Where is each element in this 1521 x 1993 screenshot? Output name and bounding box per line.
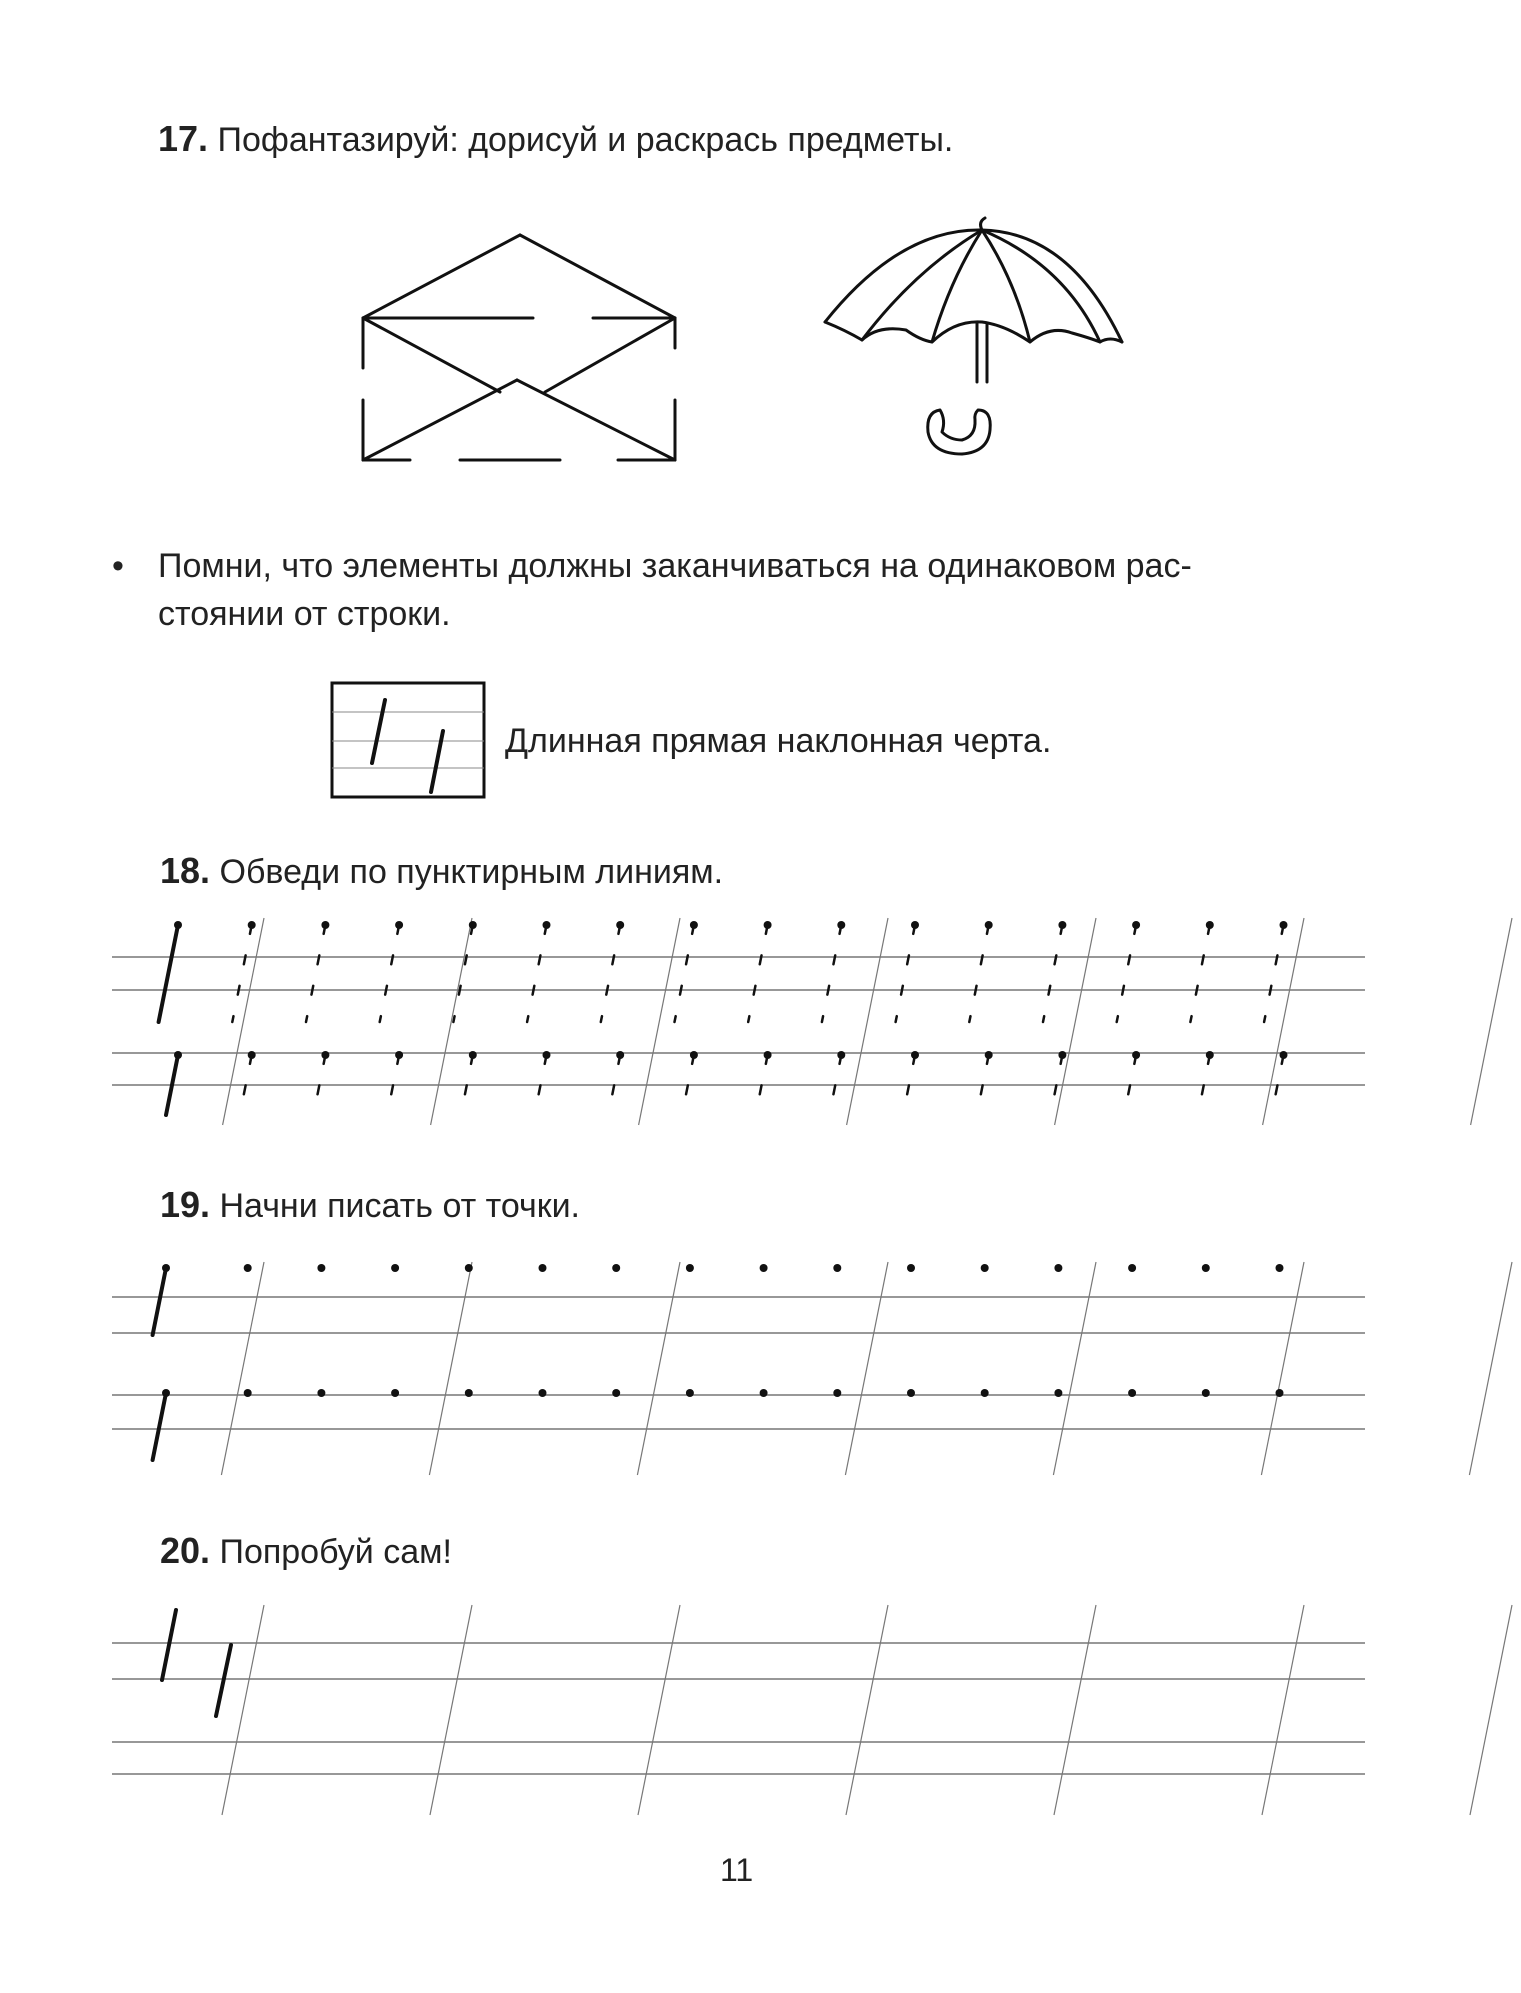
start-dot bbox=[833, 1264, 841, 1272]
dashed-stroke bbox=[1264, 925, 1283, 1022]
start-dot bbox=[391, 1389, 399, 1397]
task-17-text: Пофантазируй: дорисуй и раскрась предметы. bbox=[217, 121, 954, 159]
task-18-ruling bbox=[112, 957, 1365, 1085]
start-dot bbox=[317, 1389, 325, 1397]
slant-guide-line bbox=[1470, 1605, 1512, 1815]
example-box bbox=[332, 683, 484, 797]
dashed-stroke bbox=[896, 925, 915, 1022]
task-20-example-stroke bbox=[162, 1610, 176, 1680]
task-19-number: 19. bbox=[160, 1184, 211, 1225]
start-dot bbox=[244, 1264, 252, 1272]
example-caption: Длинная прямая наклонная черта. bbox=[505, 722, 1052, 760]
dashed-stroke bbox=[380, 925, 399, 1022]
start-dot bbox=[907, 1264, 915, 1272]
dashed-stroke bbox=[601, 925, 620, 1022]
tip-line-2: стоянии от строки. bbox=[158, 595, 451, 633]
task-18-number: 18. bbox=[160, 850, 211, 891]
slant-guide-line bbox=[845, 1262, 888, 1475]
page-number: 11 bbox=[720, 1852, 754, 1888]
slant-guide-line bbox=[430, 1605, 472, 1815]
start-dot bbox=[1202, 1264, 1210, 1272]
slant-guide-line bbox=[221, 1262, 264, 1475]
slant-guide-line bbox=[1471, 918, 1512, 1125]
task-20-text: Попробуй сам! bbox=[219, 1533, 452, 1571]
task-18-text: Обведи по пунктирным линиям. bbox=[219, 853, 724, 891]
slant-guide-line bbox=[1469, 1262, 1512, 1475]
dashed-stroke bbox=[675, 925, 694, 1022]
slant-guide-line bbox=[846, 1605, 888, 1815]
start-dot bbox=[317, 1264, 325, 1272]
task-18-elements bbox=[159, 921, 1288, 1115]
task-19-text: Начни писать от точки. bbox=[219, 1187, 581, 1225]
start-dot bbox=[981, 1264, 989, 1272]
dashed-stroke bbox=[748, 925, 767, 1022]
task-20-slant-guides bbox=[222, 1605, 1512, 1815]
start-dot bbox=[1202, 1389, 1210, 1397]
start-dot bbox=[539, 1264, 547, 1272]
dashed-stroke bbox=[527, 925, 546, 1022]
dashed-stroke bbox=[1043, 925, 1062, 1022]
start-dot bbox=[465, 1264, 473, 1272]
task-20-ruling bbox=[112, 1643, 1365, 1774]
task-20-example-stroke bbox=[216, 1645, 231, 1716]
start-dot bbox=[686, 1264, 694, 1272]
sample-stroke bbox=[159, 925, 178, 1022]
start-dot bbox=[391, 1264, 399, 1272]
dashed-stroke bbox=[1190, 925, 1209, 1022]
start-dot bbox=[612, 1264, 620, 1272]
task-18-slant-guides bbox=[223, 918, 1512, 1125]
start-dot bbox=[1276, 1389, 1284, 1397]
start-dot bbox=[1128, 1264, 1136, 1272]
start-dot bbox=[1054, 1264, 1062, 1272]
start-dot bbox=[539, 1389, 547, 1397]
dashed-stroke bbox=[232, 925, 251, 1022]
slant-guide-line bbox=[1055, 918, 1096, 1125]
dashed-stroke bbox=[306, 925, 325, 1022]
tip-bullet: • bbox=[112, 547, 124, 585]
start-dot bbox=[760, 1264, 768, 1272]
dashed-stroke bbox=[1117, 925, 1136, 1022]
slant-guide-line bbox=[1262, 1605, 1304, 1815]
slant-guide-line bbox=[222, 1605, 264, 1815]
envelope-drawing bbox=[363, 235, 675, 460]
dashed-stroke bbox=[822, 925, 841, 1022]
sample-stroke bbox=[153, 1268, 166, 1335]
start-dot bbox=[686, 1389, 694, 1397]
slant-guide-line bbox=[638, 1605, 680, 1815]
start-dot bbox=[1054, 1389, 1062, 1397]
umbrella-drawing bbox=[825, 218, 1122, 454]
tip-line-1: Помни, что элементы должны заканчиваться на одинаковом рас- bbox=[158, 547, 1192, 585]
slant-guide-line bbox=[1263, 918, 1304, 1125]
start-dot bbox=[1276, 1264, 1284, 1272]
dashed-stroke bbox=[969, 925, 988, 1022]
start-dot bbox=[760, 1389, 768, 1397]
start-dot bbox=[981, 1389, 989, 1397]
sample-stroke bbox=[153, 1393, 166, 1460]
task-20-examples bbox=[162, 1610, 231, 1716]
start-dot bbox=[907, 1389, 915, 1397]
slant-guide-line bbox=[637, 1262, 680, 1475]
slant-guide-line bbox=[1261, 1262, 1304, 1475]
task-17-number: 17. bbox=[158, 118, 209, 159]
start-dot bbox=[612, 1389, 620, 1397]
slant-guide-line bbox=[429, 1262, 472, 1475]
task-19-slant-guides bbox=[221, 1262, 1512, 1475]
start-dot bbox=[465, 1389, 473, 1397]
start-dot bbox=[1128, 1389, 1136, 1397]
start-dot bbox=[833, 1389, 841, 1397]
slant-guide-line bbox=[1053, 1262, 1096, 1475]
task-20-number: 20. bbox=[160, 1530, 211, 1571]
dashed-stroke bbox=[453, 925, 472, 1022]
slant-guide-line bbox=[1054, 1605, 1096, 1815]
slant-guide-line bbox=[847, 918, 888, 1125]
start-dot bbox=[244, 1389, 252, 1397]
task-19-ruling bbox=[112, 1297, 1365, 1429]
task-19-elements bbox=[153, 1264, 1284, 1460]
